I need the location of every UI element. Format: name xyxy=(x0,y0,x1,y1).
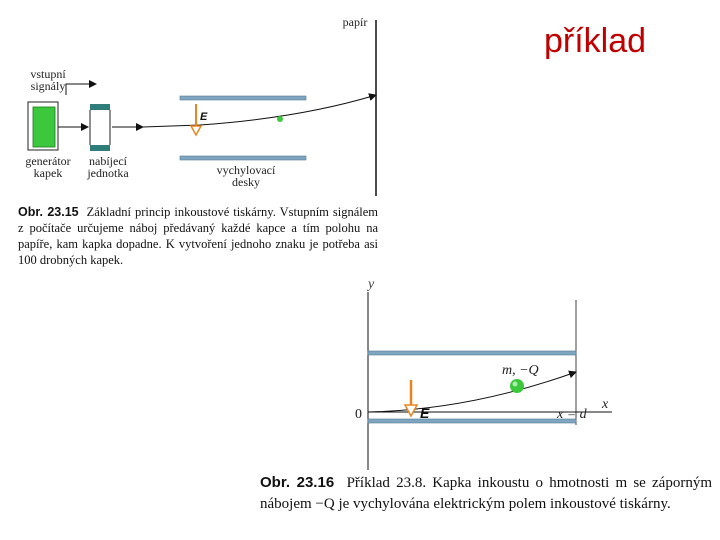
ink-drop-fig1 xyxy=(277,116,283,122)
origin-label: 0 xyxy=(355,407,362,422)
x-axis-label: x xyxy=(602,397,609,412)
caption-text-23-16: Příklad 23.8. Kapka inkoustu o hmotnosti m se záporným nábojem −Q je vychylována elektrickým polem inkoustové tiskárny. xyxy=(260,475,712,512)
input-signals-label xyxy=(24,68,72,92)
paper-label: papír xyxy=(342,15,368,29)
caption-text-23-15: Základní princip inkoustové tiskárny. Vstupním signálem z počítače určujeme náboj předávaný každé kapce a tím polohu na papíře, kam kapka dopadne. K vytvoření jednoho znaku je potřeba asi 100 drobných kapek. xyxy=(18,205,378,267)
charging-line2: jednotka xyxy=(87,166,129,180)
field-label-fig1: E xyxy=(200,111,208,123)
plates-line2: desky xyxy=(232,175,260,189)
y-axis-label: y xyxy=(368,277,375,292)
slide-title: příklad xyxy=(544,22,647,60)
charging-unit xyxy=(90,104,110,151)
input-signals-line2: signály xyxy=(30,79,66,93)
drop-generator xyxy=(28,102,58,150)
x-equals-d-label: x = d xyxy=(557,407,587,422)
charging-line1: nabíjecí xyxy=(89,154,127,168)
figure-caption-23-15 xyxy=(18,204,378,268)
plates-label xyxy=(206,164,286,188)
field-label-fig2: E xyxy=(420,405,430,421)
figure-caption-23-16 xyxy=(260,472,712,515)
field-arrow-fig2-icon xyxy=(405,380,417,416)
input-signals-line1: vstupní xyxy=(30,67,66,81)
generator-label xyxy=(18,155,78,179)
caption-number-23-15: Obr. 23.15 xyxy=(18,205,79,219)
plates-line1: vychylovací xyxy=(216,163,276,177)
generator-line2: kapek xyxy=(33,166,63,180)
caption-number-23-16: Obr. 23.16 xyxy=(260,474,335,491)
drop-trajectory-fig2 xyxy=(368,372,576,412)
ink-drop-fig2 xyxy=(510,379,524,393)
charging-unit-label xyxy=(78,155,138,179)
drop-charge-label: m, −Q xyxy=(502,363,539,378)
generator-line1: generátor xyxy=(25,154,71,168)
